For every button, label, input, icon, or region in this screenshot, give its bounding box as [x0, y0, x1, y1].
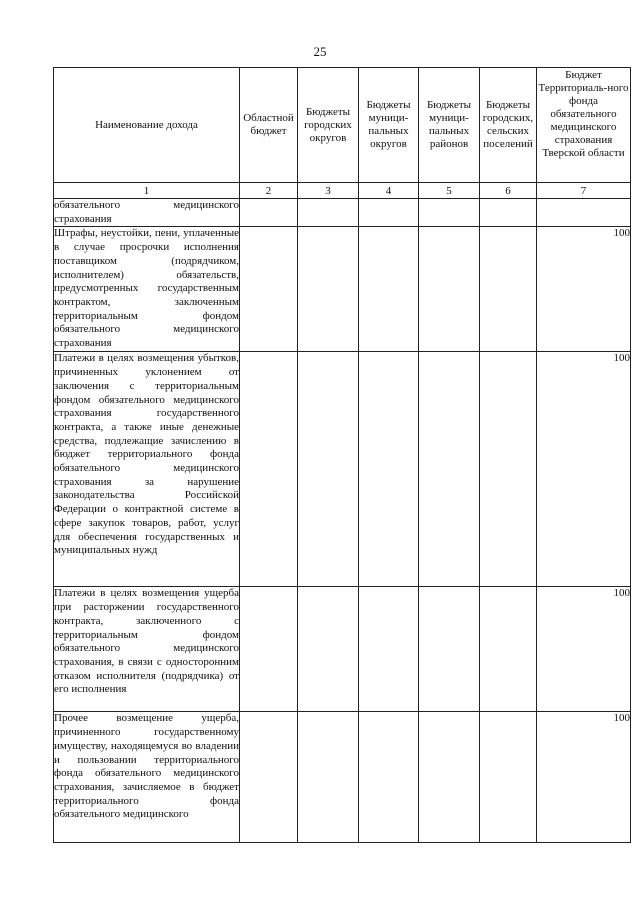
table-row	[54, 227, 631, 352]
column-number: 2	[240, 183, 298, 199]
column-number: 7	[537, 183, 631, 199]
fund-value-cell	[537, 199, 631, 227]
table-row	[54, 352, 631, 587]
fund-value-cell: 100	[537, 352, 631, 587]
column-header-regional-budget: Областной бюджет	[240, 68, 298, 183]
value-cell	[359, 199, 419, 227]
value-cell	[359, 227, 419, 352]
fund-value-cell: 100	[537, 587, 631, 712]
value-cell	[480, 587, 537, 712]
income-name-cell: Платежи в целях возмещения убытков, причиненных уклонением от заключения с территориальным фондом обязательного медицинского страхования государственного контракта, а также иные денежные средства, подлежащие зачислению в бюджет территориального фонда обязательного медицинского страхования за нарушение законодательства Российской Федерации о контрактной системе в сфере закупок товаров, работ, услуг для обеспечения государственных и муниципальных нужд	[54, 352, 240, 587]
value-cell	[480, 712, 537, 843]
page-number: 25	[313, 44, 327, 59]
value-cell	[298, 587, 359, 712]
column-number: 1	[54, 183, 240, 199]
table-row	[54, 712, 631, 843]
column-header-territorial-fund: Бюджет Территориаль-ного фонда обязательного медицинского страхования Тверской области	[537, 68, 631, 183]
table-row	[54, 587, 631, 712]
value-cell	[359, 587, 419, 712]
column-header-city-districts: Бюджеты городских округов	[298, 68, 359, 183]
value-cell	[240, 227, 298, 352]
value-cell	[419, 352, 480, 587]
column-number: 5	[419, 183, 480, 199]
value-cell	[359, 712, 419, 843]
table-row	[54, 199, 631, 227]
value-cell	[298, 712, 359, 843]
column-number: 4	[359, 183, 419, 199]
value-cell	[419, 199, 480, 227]
value-cell	[419, 227, 480, 352]
value-cell	[419, 712, 480, 843]
column-header-settlements: Бюджеты городских, сельских поселений	[480, 68, 537, 183]
column-number-row	[54, 183, 631, 199]
income-table	[53, 67, 631, 843]
value-cell	[419, 587, 480, 712]
value-cell	[240, 199, 298, 227]
value-cell	[480, 199, 537, 227]
value-cell	[240, 587, 298, 712]
value-cell	[298, 352, 359, 587]
header-row	[54, 68, 631, 183]
value-cell	[240, 712, 298, 843]
income-name-cell: Платежи в целях возмещения ущерба при расторжении государственного контракта, заключенного с территориальным фондом обязательного медицинского страхования, в связи с односторонним отказом исполнителя (подрядчика) от его исполнения	[54, 587, 240, 712]
column-number: 6	[480, 183, 537, 199]
value-cell	[298, 199, 359, 227]
fund-value-cell: 100	[537, 227, 631, 352]
fund-value-cell: 100	[537, 712, 631, 843]
value-cell	[480, 352, 537, 587]
income-name-cell: Прочее возмещение ущерба, причиненного государственному имуществу, находящемуся во владении и пользовании территориального фонда обязательного медицинского страхования, зачисляемое в бюджет территориального фонда обязательного медицинского	[54, 712, 240, 843]
column-number: 3	[298, 183, 359, 199]
column-header-income-name: Наименование дохода	[54, 68, 240, 183]
income-name-cell: обязательного медицинского страхования	[54, 199, 240, 227]
value-cell	[359, 352, 419, 587]
value-cell	[298, 227, 359, 352]
income-name-cell: Штрафы, неустойки, пени, уплаченные в случае просрочки исполнения поставщиком (подрядчиком, исполнителем) обязательств, предусмотренных государственным контрактом, заключенным территориальным фондом обязательного медицинского страхования	[54, 227, 240, 352]
column-header-municipal-districts: Бюджеты муници-пальных округов	[359, 68, 419, 183]
value-cell	[240, 352, 298, 587]
column-header-municipal-areas: Бюджеты муници-пальных районов	[419, 68, 480, 183]
value-cell	[480, 227, 537, 352]
